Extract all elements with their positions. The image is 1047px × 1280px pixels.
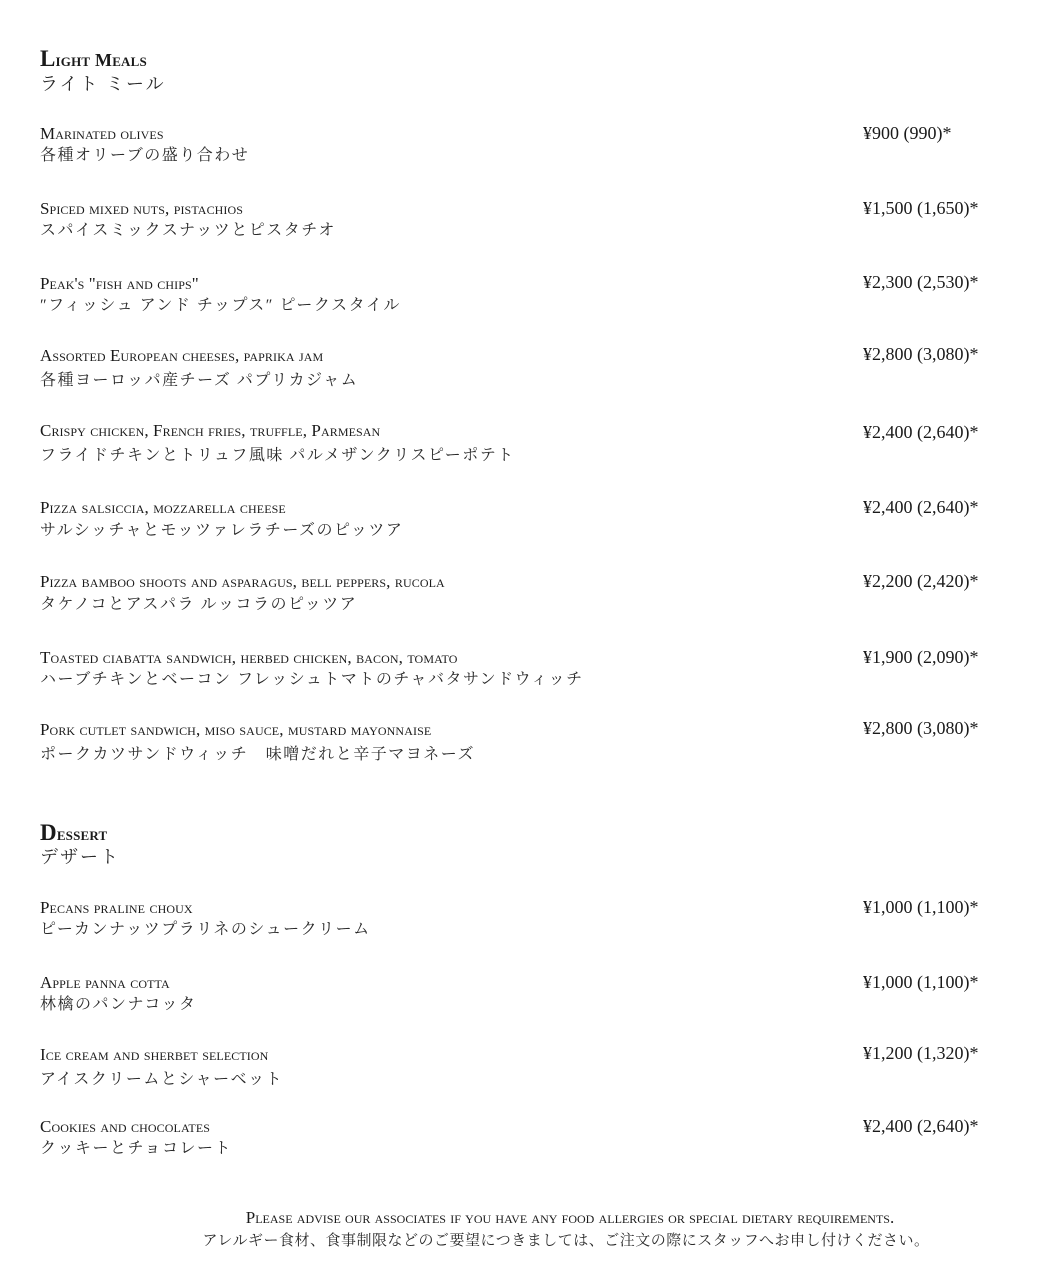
menu-item-name: Pecans praline choux bbox=[40, 898, 193, 917]
menu-item-japanese: 各種ヨーロッパ産チーズ パプリカジャム bbox=[40, 372, 359, 389]
section-title-light-meals: Light Meals bbox=[40, 46, 147, 71]
menu-item-name: Pizza bamboo shoots and asparagus, bell peppers, rucola bbox=[40, 572, 445, 591]
menu-item-name: Cookies and chocolates bbox=[40, 1117, 211, 1136]
menu-item-price: ¥2,300 (2,530)* bbox=[863, 272, 979, 292]
menu-item-price: ¥1,900 (2,090)* bbox=[863, 647, 979, 667]
allergy-notice: Please advise our associates if you have any food allergies or special dietary requirements. bbox=[245, 1208, 895, 1227]
menu-item-japanese: フライドチキンとトリュフ風味 パルメザンクリスピーポテト bbox=[40, 447, 515, 464]
menu-item-name: Apple panna cotta bbox=[40, 973, 170, 992]
menu-item-name: Pizza salsiccia, mozzarella cheese bbox=[40, 498, 286, 517]
menu-item-japanese: ハーブチキンとベーコン フレッシュトマトのチャバタサンドウィッチ bbox=[40, 671, 584, 688]
menu-item-name: Crispy chicken, French fries, truffle, Parmesan bbox=[40, 421, 381, 440]
menu-item-japanese: スパイスミックスナッツとピスタチオ bbox=[40, 222, 336, 239]
menu-item-name: Spiced mixed nuts, pistachios bbox=[40, 199, 244, 218]
menu-item-price: ¥2,400 (2,640)* bbox=[863, 1116, 979, 1136]
menu-item-price: ¥2,800 (3,080)* bbox=[863, 718, 979, 738]
menu-item-name: Ice cream and sherbet selection bbox=[40, 1045, 269, 1064]
menu-item-japanese: アイスクリームとシャーベット bbox=[40, 1071, 284, 1088]
section-subtitle-dessert: デザート bbox=[40, 847, 120, 867]
menu-item-name: Pork cutlet sandwich, miso sauce, mustard mayonnaise bbox=[40, 720, 432, 739]
menu-item-price: ¥1,200 (1,320)* bbox=[863, 1043, 979, 1063]
menu-item-name: Toasted ciabatta sandwich, herbed chicken, bacon, tomato bbox=[40, 648, 458, 667]
menu-item-price: ¥2,400 (2,640)* bbox=[863, 497, 979, 517]
menu-item-price: ¥1,500 (1,650)* bbox=[863, 198, 979, 218]
menu-item-price: ¥2,800 (3,080)* bbox=[863, 344, 979, 364]
menu-item-name: Peak's "fish and chips" bbox=[40, 274, 199, 293]
menu-item-price: ¥1,000 (1,100)* bbox=[863, 972, 979, 992]
allergy-notice-japanese: アレルギー食材、食事制限などのご要望につきましては、ご注文の際にスタッフへお申し付けください。 bbox=[202, 1233, 930, 1249]
menu-item-japanese: サルシッチャとモッツァレラチーズのピッツア bbox=[40, 522, 404, 539]
menu-item-japanese: ″フィッシュ アンド チップス″ ピークスタイル bbox=[40, 297, 401, 314]
menu-item-japanese: 林檎のパンナコッタ bbox=[40, 996, 197, 1013]
menu-item-name: Marinated olives bbox=[40, 124, 164, 143]
menu-item-price: ¥900 (990)* bbox=[863, 123, 952, 143]
menu-item-japanese: 各種オリーブの盛り合わせ bbox=[40, 147, 250, 164]
menu-item-price: ¥1,000 (1,100)* bbox=[863, 897, 979, 917]
menu-item-price: ¥2,400 (2,640)* bbox=[863, 422, 979, 442]
menu-item-price: ¥2,200 (2,420)* bbox=[863, 571, 979, 591]
menu-item-japanese: ポークカツサンドウィッチ 味噌だれと辛子マヨネーズ bbox=[40, 746, 475, 763]
menu-item-japanese: ピーカンナッツプラリネのシュークリーム bbox=[40, 921, 371, 938]
section-subtitle-light-meals: ライト ミール bbox=[40, 74, 166, 94]
menu-item-japanese: クッキーとチョコレート bbox=[40, 1140, 233, 1157]
menu-item-name: Assorted European cheeses, paprika jam bbox=[40, 346, 324, 365]
section-title-dessert: Dessert bbox=[40, 820, 108, 845]
menu-item-japanese: タケノコとアスパラ ルッコラのピッツア bbox=[40, 596, 358, 613]
